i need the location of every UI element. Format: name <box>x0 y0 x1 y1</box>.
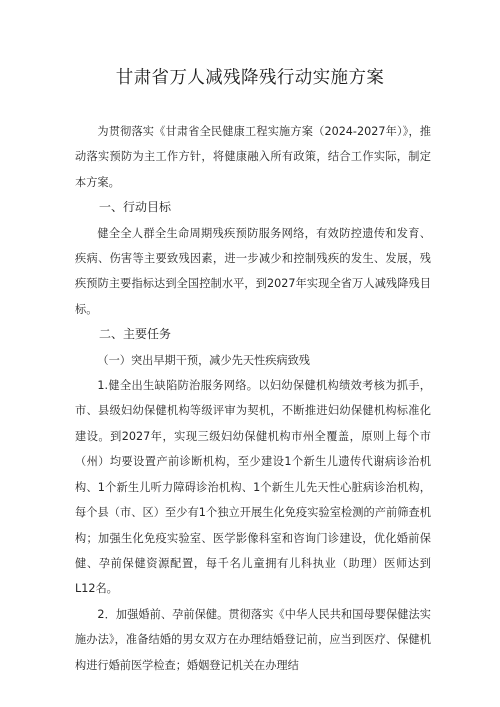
goals-paragraph: 健全全人群全生命周期残疾预防服务网络，有效防控遗传和发育、疾病、伤害等主要致残因素，进一步减少和控制残疾的发生、发展，残疾预防主要指标达到全国控制水平，到2027年实现全省万人减残降残目标。 <box>75 226 431 316</box>
task-item-2-paragraph: 2．加强婚前、孕前保健。贯彻落实《中华人民共和国母婴保健法实施办法》，准备结婚的男女双方在办理结婚登记前，应当到医疗、保健机构进行婚前医学检查；婚姻登记机关在办理结 <box>75 607 431 672</box>
subsection-heading-early-intervention: （一）突出早期干预，减少先天性疾病致残 <box>97 353 310 367</box>
section-heading-goals: 一、行动目标 <box>99 200 172 215</box>
task-item-1-paragraph: 1.健全出生缺陷防治服务网络。以妇幼保健机构绩效考核为抓手，市、县级妇幼保健机构等级评审为契机，不断推进妇幼保健机构标准化建设。到2027年，实现三级妇幼保健机构市州全覆盖，原则上每个市（州）均要设置产前诊断机构，至少建设1个新生儿遗传代谢病诊治机构、1个新生儿听力障碍诊治机构、1个新生儿先天性心脏病诊治机构，每个县（市、区）至少有1个独立开展生化免疫实验室检测的产前筛查机构；加强生化免疫实验室、医学影像科室和咨询门诊建设，优化婚前保健、孕前保健资源配置，每千名儿童拥有儿科执业（助理）医师达到L12名。 <box>75 379 431 596</box>
intro-paragraph: 为贯彻落实《甘肃省全民健康工程实施方案（2024-2027年）》，推动落实预防为主工作方针，将健康融入所有政策，结合工作实际，制定本方案。 <box>75 125 431 189</box>
section-heading-tasks: 二、主要任务 <box>99 327 172 342</box>
document-title: 甘肃省万人减残降残行动实施方案 <box>115 68 385 88</box>
document-body <box>75 119 431 678</box>
